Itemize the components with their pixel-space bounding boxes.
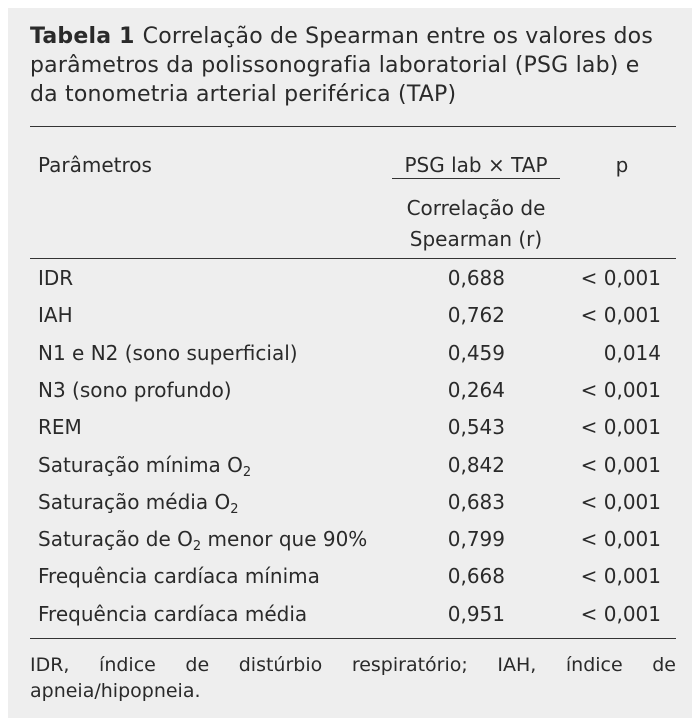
header-subrule (392, 178, 560, 179)
header-bottom-rule (30, 258, 676, 259)
row-p-value: < 0,001 (580, 415, 661, 440)
row-correlation: 0,762 (447, 303, 505, 328)
row-correlation: 0,688 (447, 266, 505, 290)
row-parameter: IDR (38, 266, 74, 290)
header-psg-tap: PSG lab × TAP (404, 153, 548, 177)
row-correlation: 0,842 (447, 452, 505, 477)
row-p-value: < 0,001 (580, 601, 661, 626)
row-p-value: < 0,001 (580, 377, 661, 402)
bottom-rule (30, 638, 676, 639)
header-correlation (392, 193, 560, 255)
row-correlation: 0,264 (447, 377, 505, 402)
row-p-value: < 0,001 (580, 303, 661, 328)
row-parameter: Saturação mínima $O_2$ (38, 452, 252, 480)
row-parameter: N1 e N2 (sono superficial) (38, 340, 298, 365)
table-footnote: IDR, índice de distúrbio respiratório; IAH, índice de apneia/hipopneia. (30, 654, 676, 702)
row-parameter: Saturação de $O_2$ menor que 90% (38, 527, 368, 555)
row-parameter: Frequência cardíaca mínima (38, 564, 320, 589)
caption-text: Correlação de Spearman entre os valores dos parâmetros da polissonografia laboratorial (PSG lab) e da tonometria arterial periférica (TAP) (30, 24, 654, 107)
row-p-value: < 0,001 (580, 489, 661, 514)
header-p: p (615, 153, 629, 177)
row-correlation: 0,668 (447, 564, 505, 589)
row-p-value: < 0,001 (580, 266, 661, 290)
row-parameter: Saturação média $O_2$ (38, 489, 239, 517)
row-p-value: < 0,001 (580, 564, 661, 589)
row-parameter: Frequência cardíaca média (38, 601, 308, 626)
row-parameter: REM (38, 415, 82, 440)
header-parameters: Parâmetros (38, 153, 152, 177)
row-parameter: IAH (38, 303, 73, 328)
row-correlation: 0,951 (447, 601, 505, 626)
top-rule (30, 126, 676, 127)
row-p-value: 0,014 (603, 340, 661, 365)
row-correlation: 0,799 (447, 527, 505, 552)
row-parameter: N3 (sono profundo) (38, 377, 232, 402)
table-panel (8, 8, 692, 718)
row-correlation: 0,683 (447, 489, 505, 514)
row-correlation: 0,459 (447, 340, 505, 365)
row-correlation: 0,543 (447, 415, 505, 440)
table-label: Tabela 1 (30, 24, 135, 49)
header-correlation-text: Correlação de Spearman (r) (406, 196, 546, 251)
row-p-value: < 0,001 (580, 527, 661, 552)
row-p-value: < 0,001 (580, 452, 661, 477)
table-caption (30, 22, 670, 109)
